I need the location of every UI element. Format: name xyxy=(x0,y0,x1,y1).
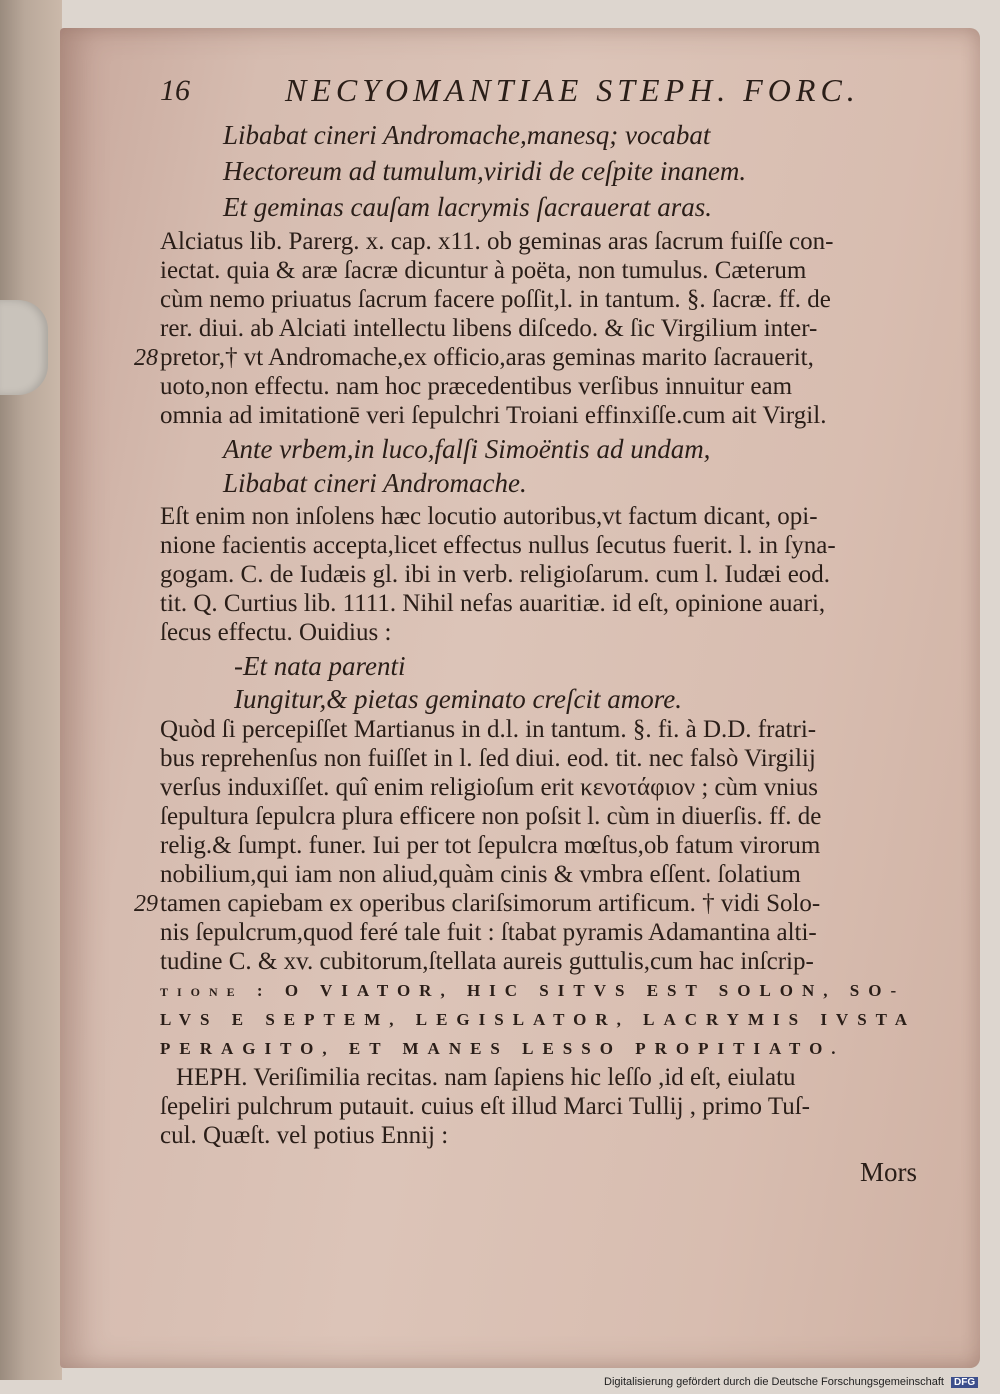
text-line: tit. Q. Curtius lib. 1111. Nihil nefas auaritiæ. id eſt, opinione auari, xyxy=(160,590,826,617)
text-line: Et geminas cauſam lacrymis ſacrauerat aras. xyxy=(223,192,712,222)
text-line: verſus induxiſſet. quî enim religioſum erit κενοτάφιον ; cùm vnius xyxy=(160,774,818,801)
text-line: HEPH. Veriſimilia recitas. nam ſapiens hic leſſo ,id eſt, eiulatu xyxy=(176,1064,796,1091)
text-line: Ante vrbem,in luco,falſi Simoëntis ad undam, xyxy=(223,434,711,464)
marginal-note-number: 29 xyxy=(134,891,158,917)
text-line: Eſt enim non inſolens hæc locutio autoribus,vt factum dicant, opi- xyxy=(160,503,818,530)
text-line: Quòd ſi percepiſſet Martianus in d.l. in tantum. §. fi. à D.D. fratri- xyxy=(160,716,817,743)
text-line: tamen capiebam ex operibus clariſsimorum artificum. † vidi Solo- xyxy=(160,890,821,917)
text-line: Hectoreum ad tumulum,viridi de ceſpite inanem. xyxy=(223,156,747,186)
digitization-footer xyxy=(604,1376,978,1388)
page-number: 16 xyxy=(160,74,190,107)
text-line: rer. diui. ab Alciati intellectu libens diſcedo. & ſic Virgilium inter- xyxy=(160,315,818,342)
footer-credit: Digitalisierung gefördert durch die Deutsche Forschungsgemeinschaft xyxy=(604,1376,944,1388)
text-line: tione : O VIATOR, HIC SITVS EST SOLON, SO- xyxy=(160,981,906,1000)
text-line: LVS E SEPTEM, LEGISLATOR, LACRYMIS IVSTA xyxy=(160,1010,917,1029)
text-line: -Et nata parenti xyxy=(234,651,406,681)
text-line: nione facientis accepta,licet effectus nullus ſecutus fuerit. l. in ſyna- xyxy=(160,532,836,559)
text-line: uoto,non effectu. nam hoc præcedentibus verſibus innuitur eam xyxy=(160,373,793,400)
text-line: Libabat cineri Andromache,manesq; vocabat xyxy=(223,120,711,150)
text-line: gogam. C. de Iudæis gl. ibi in verb. religioſarum. cum l. Iudæi eod. xyxy=(160,561,831,588)
text-line: Libabat cineri Andromache. xyxy=(223,468,527,498)
text-line: PERAGITO, ET MANES LESSO PROPITIATO. xyxy=(160,1039,845,1058)
text-line: bus reprehenſus non fuiſſet in l. ſed diui. eod. tit. nec falsò Virgilij xyxy=(160,745,816,772)
text-line: omnia ad imitationē veri ſepulchri Troiani effinxiſſe.cum ait Virgil. xyxy=(160,402,827,429)
text-line: ſecus effectu. Ouidius : xyxy=(160,619,392,646)
text-line: ſepultura ſepulcra plura efficere non poſsit l. cùm in diuerſis. ff. de xyxy=(160,803,822,830)
marginal-note-number: 28 xyxy=(134,345,158,371)
text-line: iectat. quia & aræ ſacræ dicuntur à poëta, non tumulus. Cæterum xyxy=(160,257,807,284)
running-head: NECYOMANTIAE STEPH. FORC. xyxy=(285,72,860,108)
text-line: Iungitur,& pietas geminato creſcit amore. xyxy=(234,684,682,714)
page-tab xyxy=(0,300,48,395)
text-line: cùm nemo priuatus ſacrum facere poſſit,l. in tantum. §. ſacræ. ff. de xyxy=(160,286,831,313)
text-line: nobilium,qui iam non aliud,quàm cinis & vmbra eſſent. ſolatium xyxy=(160,861,801,888)
text-line: pretor,† vt Andromache,ex officio,aras geminas marito ſacrauerit, xyxy=(160,344,814,371)
text-line: ſepeliri pulchrum putauit. cuius eſt illud Marci Tullij , primo Tuſ- xyxy=(160,1093,810,1120)
text-line: nis ſepulcrum,quod feré tale fuit : ſtabat pyramis Adamantina alti- xyxy=(160,919,817,946)
book-binding-edge xyxy=(0,0,62,1380)
text-line: tudine C. & xv. cubitorum,ſtellata aureis guttulis,cum hac inſcrip- xyxy=(160,948,814,975)
text-line: relig.& ſumpt. funer. Iui per tot ſepulcra mœſtus,ob fatum virorum xyxy=(160,832,821,859)
text-line: Alciatus lib. Parerg. x. cap. x11. ob geminas aras ſacrum fuiſſe con- xyxy=(160,228,834,255)
catchword: Mors xyxy=(860,1157,918,1187)
page-header xyxy=(160,70,940,120)
dfg-logo: DFG xyxy=(951,1377,978,1388)
text-line: cul. Quæſt. vel potius Ennij : xyxy=(160,1122,449,1149)
